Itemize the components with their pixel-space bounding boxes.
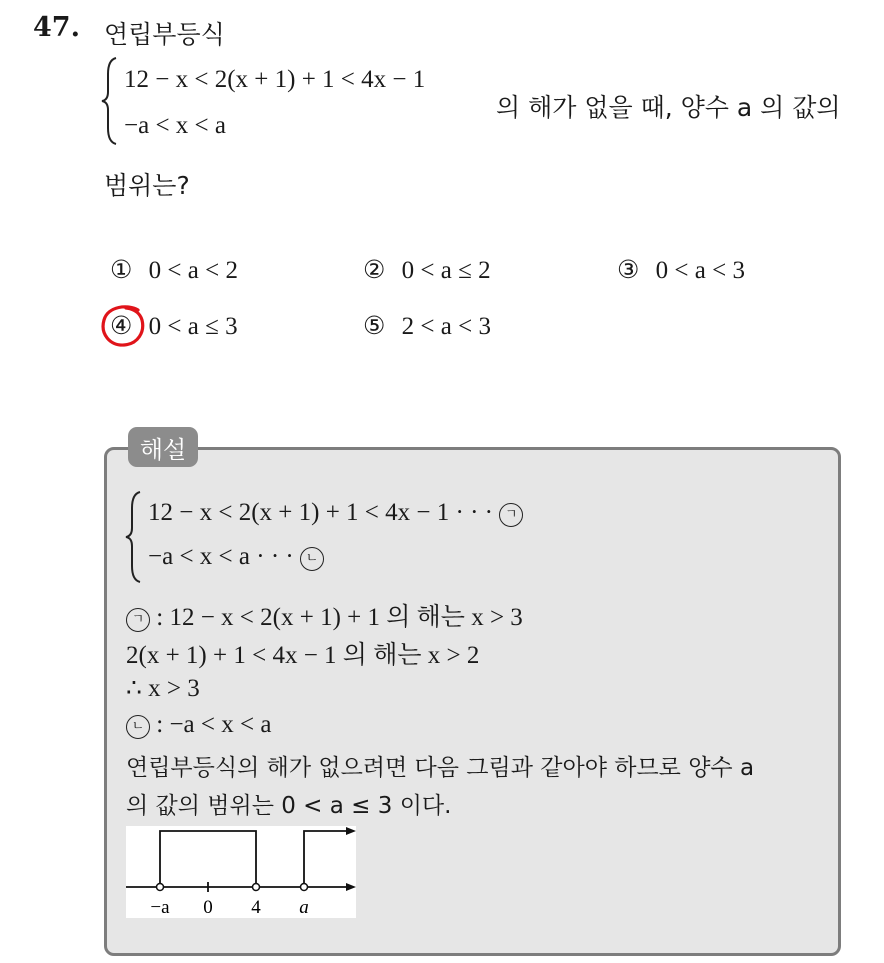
choice-1-mark: ①: [110, 257, 133, 284]
problem-number: 47.: [33, 12, 80, 43]
question-text-1: 의 해가 없을 때, 양수 a 의 값의: [496, 93, 841, 122]
choice-5-label: 2 < a < 3: [401, 313, 491, 340]
choice-2-mark: ②: [363, 257, 386, 284]
solution-line-5: 연립부등식의 해가 없으려면 다음 그림과 같아야 하므로 양수 a: [126, 755, 755, 781]
number-line-figure: [126, 826, 356, 918]
solution-system-2: [148, 543, 324, 571]
solution-system-2-text: −a < x < a · · ·: [148, 543, 294, 570]
answer-circle-icon: [98, 302, 150, 350]
circled-giyeok-icon: ㄱ: [126, 608, 150, 632]
choice-4-mark: ④: [110, 313, 133, 340]
choice-2-label: 0 < a ≤ 2: [401, 257, 491, 284]
problem-title: 연립부등식: [104, 20, 225, 49]
solution-system-1: [148, 499, 523, 527]
choice-4-label: 0 < a ≤ 3: [148, 313, 238, 340]
open-point-neg-a: [157, 884, 164, 891]
system-line-1: 12 − x < 2(x + 1) + 1 < 4x − 1: [124, 66, 426, 93]
choice-1[interactable]: [110, 255, 238, 285]
circled-nieun-icon: ㄴ: [126, 715, 150, 739]
solution-line-2: 2(x + 1) + 1 < 4x − 1 의 해는 x > 2: [126, 642, 480, 669]
choice-5[interactable]: [363, 311, 491, 341]
solution-line-4-text: : −a < x < a: [156, 711, 272, 738]
solution-line-4: [126, 711, 271, 739]
open-point-4: [253, 884, 260, 891]
solution-line-3: ∴ x > 3: [126, 675, 200, 702]
solution-brace: [124, 490, 144, 584]
label-4: 4: [251, 897, 261, 918]
label-a: a: [299, 897, 309, 918]
system-brace: [100, 56, 120, 146]
system-line-2: −a < x < a: [124, 112, 226, 139]
solution-line-1-text: : 12 − x < 2(x + 1) + 1 의 해는 x > 3: [156, 604, 523, 631]
label-neg-a: −a: [150, 897, 170, 918]
solution-tag: 해설: [128, 427, 198, 467]
question-text-2: 범위는?: [104, 171, 190, 200]
circled-nieun-icon: ㄴ: [300, 547, 324, 571]
choice-5-mark: ⑤: [363, 313, 386, 340]
choice-3-label: 0 < a < 3: [655, 257, 745, 284]
label-0: 0: [203, 897, 213, 918]
choice-3[interactable]: [617, 255, 745, 285]
open-point-a: [301, 884, 308, 891]
circled-giyeok-icon: ㄱ: [499, 503, 523, 527]
choice-1-label: 0 < a < 2: [148, 257, 238, 284]
solution-line-6: 의 값의 범위는 0 < a ≤ 3 이다.: [126, 793, 452, 819]
choice-2[interactable]: [363, 255, 491, 285]
choice-3-mark: ③: [617, 257, 640, 284]
solution-system-1-text: 12 − x < 2(x + 1) + 1 < 4x − 1 · · ·: [148, 499, 493, 526]
solution-line-1: [126, 597, 523, 633]
